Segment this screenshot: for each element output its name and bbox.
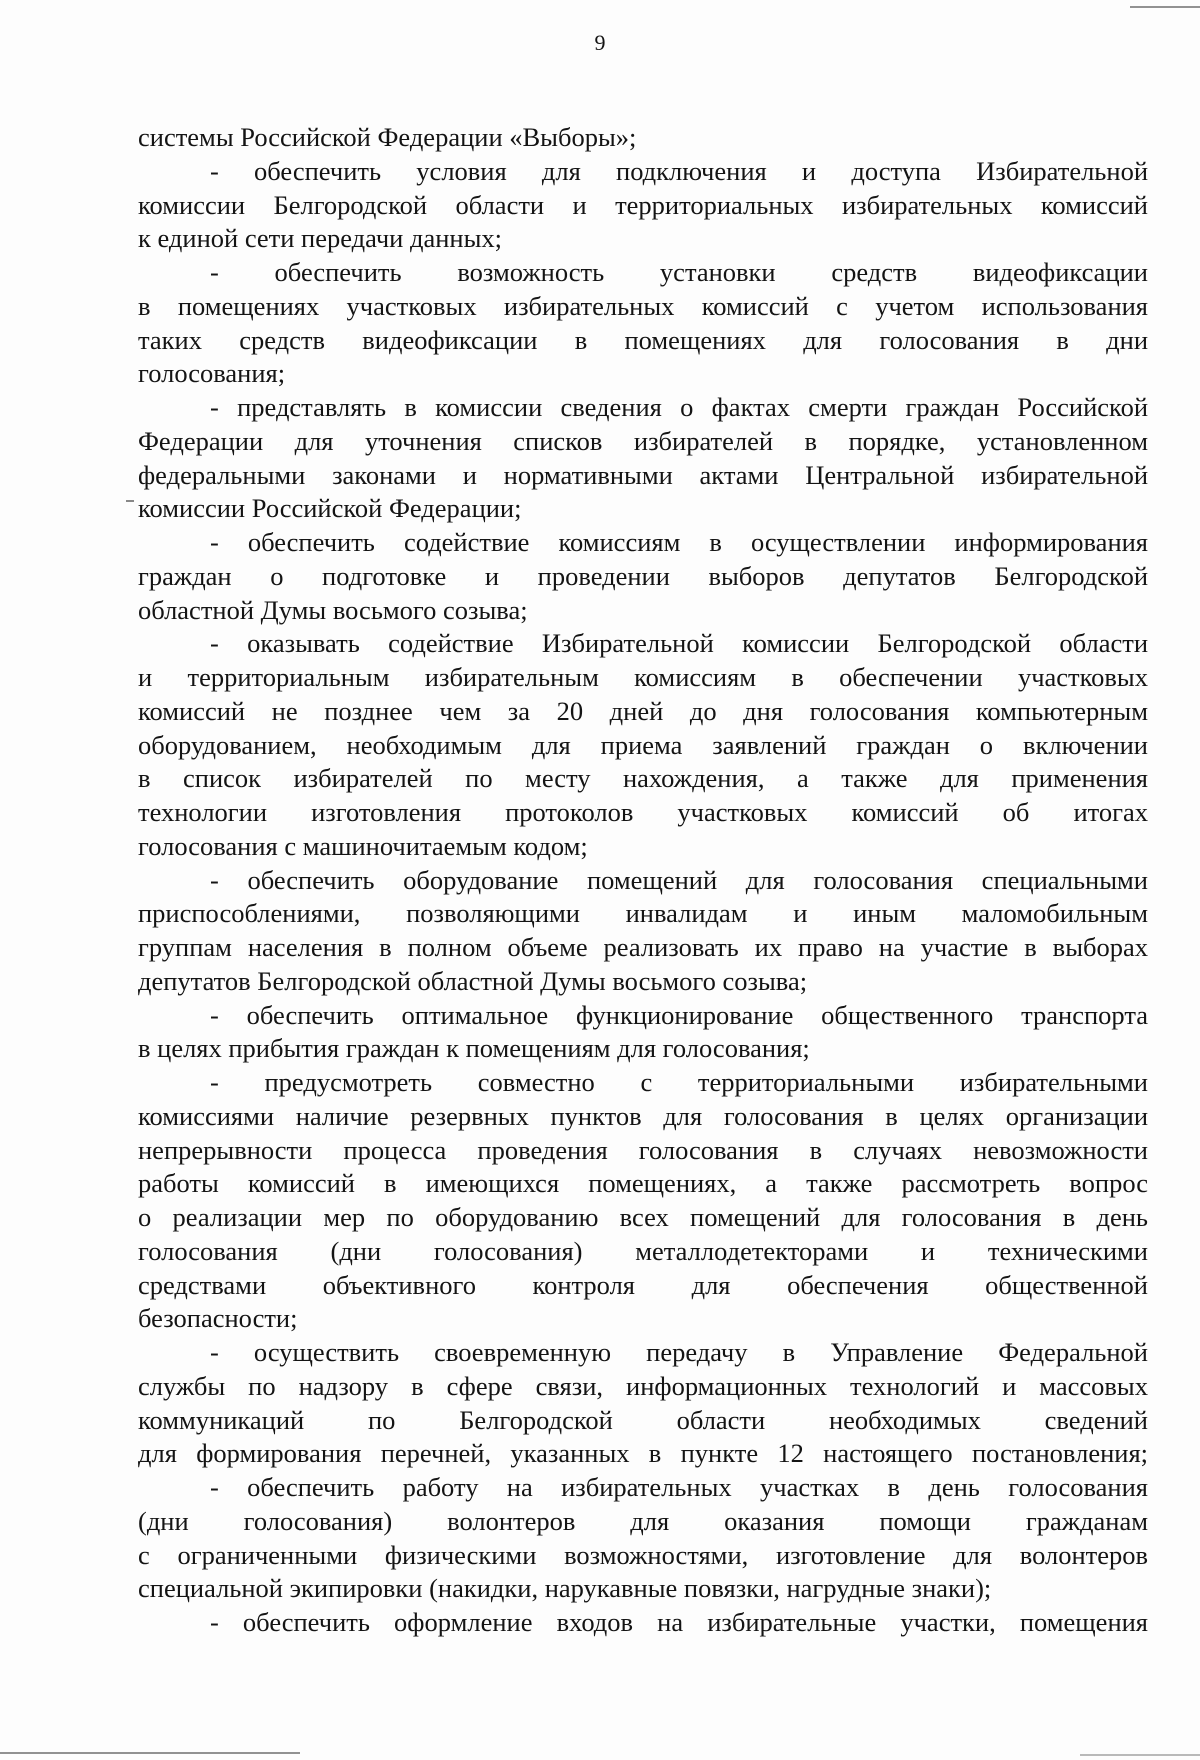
text-line: - обеспечить оформление входов на избирательные участки, помещения xyxy=(210,1607,1148,1637)
text-line: комиссии Российской Федерации; xyxy=(138,493,522,524)
text-line: - обеспечить оптимальное функционирование общественного транспорта xyxy=(210,999,1148,1030)
text-line: комиссии Белгородской области и территориальных избирательных комиссий xyxy=(138,189,1148,220)
document-body xyxy=(138,121,1148,1640)
text-line: к единой сети передачи данных; xyxy=(138,223,502,254)
text-line: - обеспечить содействие комиссиям в осуществлении информирования xyxy=(210,527,1148,557)
text-line: приспособлениями, позволяющими инвалидам и иным маломобильным xyxy=(138,898,1148,929)
scan-edge-mark xyxy=(0,1752,300,1754)
text-line: службы по надзору в сфере связи, информационных технологий и массовых xyxy=(138,1370,1148,1401)
text-line: системы Российской Федерации «Выборы»; xyxy=(138,122,637,152)
text-line: комиссиями наличие резервных пунктов для голосования в целях организации xyxy=(138,1100,1148,1131)
text-line: в список избирателей по месту нахождения, а также для применения xyxy=(138,763,1148,794)
text-line: - представлять в комиссии сведения о фактах смерти граждан Российской xyxy=(210,392,1148,422)
text-line: - предусмотреть совместно с территориальными избирательными xyxy=(210,1067,1148,1097)
text-line: в помещениях участковых избирательных комиссий с учетом использования xyxy=(138,290,1148,321)
text-line: о реализации мер по оборудованию всех помещений для голосования в день xyxy=(138,1202,1148,1232)
page-number: 9 xyxy=(594,30,606,55)
text-line: голосования с машиночитаемым кодом; xyxy=(138,830,588,861)
text-line: коммуникаций по Белгородской области необходимых сведений xyxy=(138,1404,1148,1435)
text-line: работы комиссий в имеющихся помещениях, а также рассмотреть вопрос xyxy=(138,1168,1148,1199)
text-line: для формирования перечней, указанных в пункте 12 настоящего постановления; xyxy=(138,1438,1148,1469)
text-line: средствами объективного контроля для обеспечения общественной xyxy=(138,1269,1148,1300)
text-line: технологии изготовления протоколов участковых комиссий об итогах xyxy=(138,797,1148,827)
text-line: оборудованием, необходимым для приема заявлений граждан о включении xyxy=(138,729,1148,760)
text-line: и территориальным избирательным комиссиям в обеспечении участковых xyxy=(138,662,1148,692)
text-line: группам населения в полном объеме реализовать их право на участие в выборах xyxy=(138,932,1148,962)
text-line: депутатов Белгородской областной Думы восьмого созыва; xyxy=(138,965,808,996)
text-line: с ограниченными физическими возможностями, изготовление для волонтеров xyxy=(138,1539,1148,1570)
text-line: - обеспечить условия для подключения и доступа Избирательной xyxy=(210,155,1148,186)
text-line: (дни голосования) волонтеров для оказания помощи гражданам xyxy=(138,1505,1148,1536)
text-line: граждан о подготовке и проведении выборов депутатов Белгородской xyxy=(138,560,1148,591)
text-line: голосования; xyxy=(138,358,286,389)
text-line: комиссий не позднее чем за 20 дней до дня голосования компьютерным xyxy=(138,695,1148,726)
scan-edge-mark xyxy=(126,500,134,502)
text-line: голосования (дни голосования) металлодетекторами и техническими xyxy=(138,1235,1148,1266)
text-line: федеральными законами и нормативными актами Центральной избирательной xyxy=(138,459,1148,490)
scan-edge-mark xyxy=(1080,1754,1200,1756)
text-line: - обеспечить возможность установки средств видеофиксации xyxy=(210,257,1148,287)
text-line: в целях прибытия граждан к помещениям для голосования; xyxy=(138,1033,810,1064)
text-line: таких средств видеофиксации в помещениях для голосования в дни xyxy=(138,324,1148,355)
text-line: - осуществить своевременную передачу в Управление Федеральной xyxy=(210,1337,1148,1367)
text-line: специальной экипировки (накидки, нарукавные повязки, нагрудные знаки); xyxy=(138,1573,992,1604)
text-line: безопасности; xyxy=(138,1303,298,1334)
text-line: непрерывности процесса проведения голосования в случаях невозможности xyxy=(138,1134,1148,1165)
text-line: - оказывать содействие Избирательной комиссии Белгородской области xyxy=(210,628,1148,659)
text-line: - обеспечить работу на избирательных участках в день голосования xyxy=(210,1472,1148,1502)
text-line: областной Думы восьмого созыва; xyxy=(138,594,528,625)
text-line: - обеспечить оборудование помещений для голосования специальными xyxy=(210,864,1148,895)
scan-edge-mark xyxy=(1130,6,1200,8)
text-line: Федерации для уточнения списков избирателей в порядке, установленном xyxy=(138,425,1148,456)
